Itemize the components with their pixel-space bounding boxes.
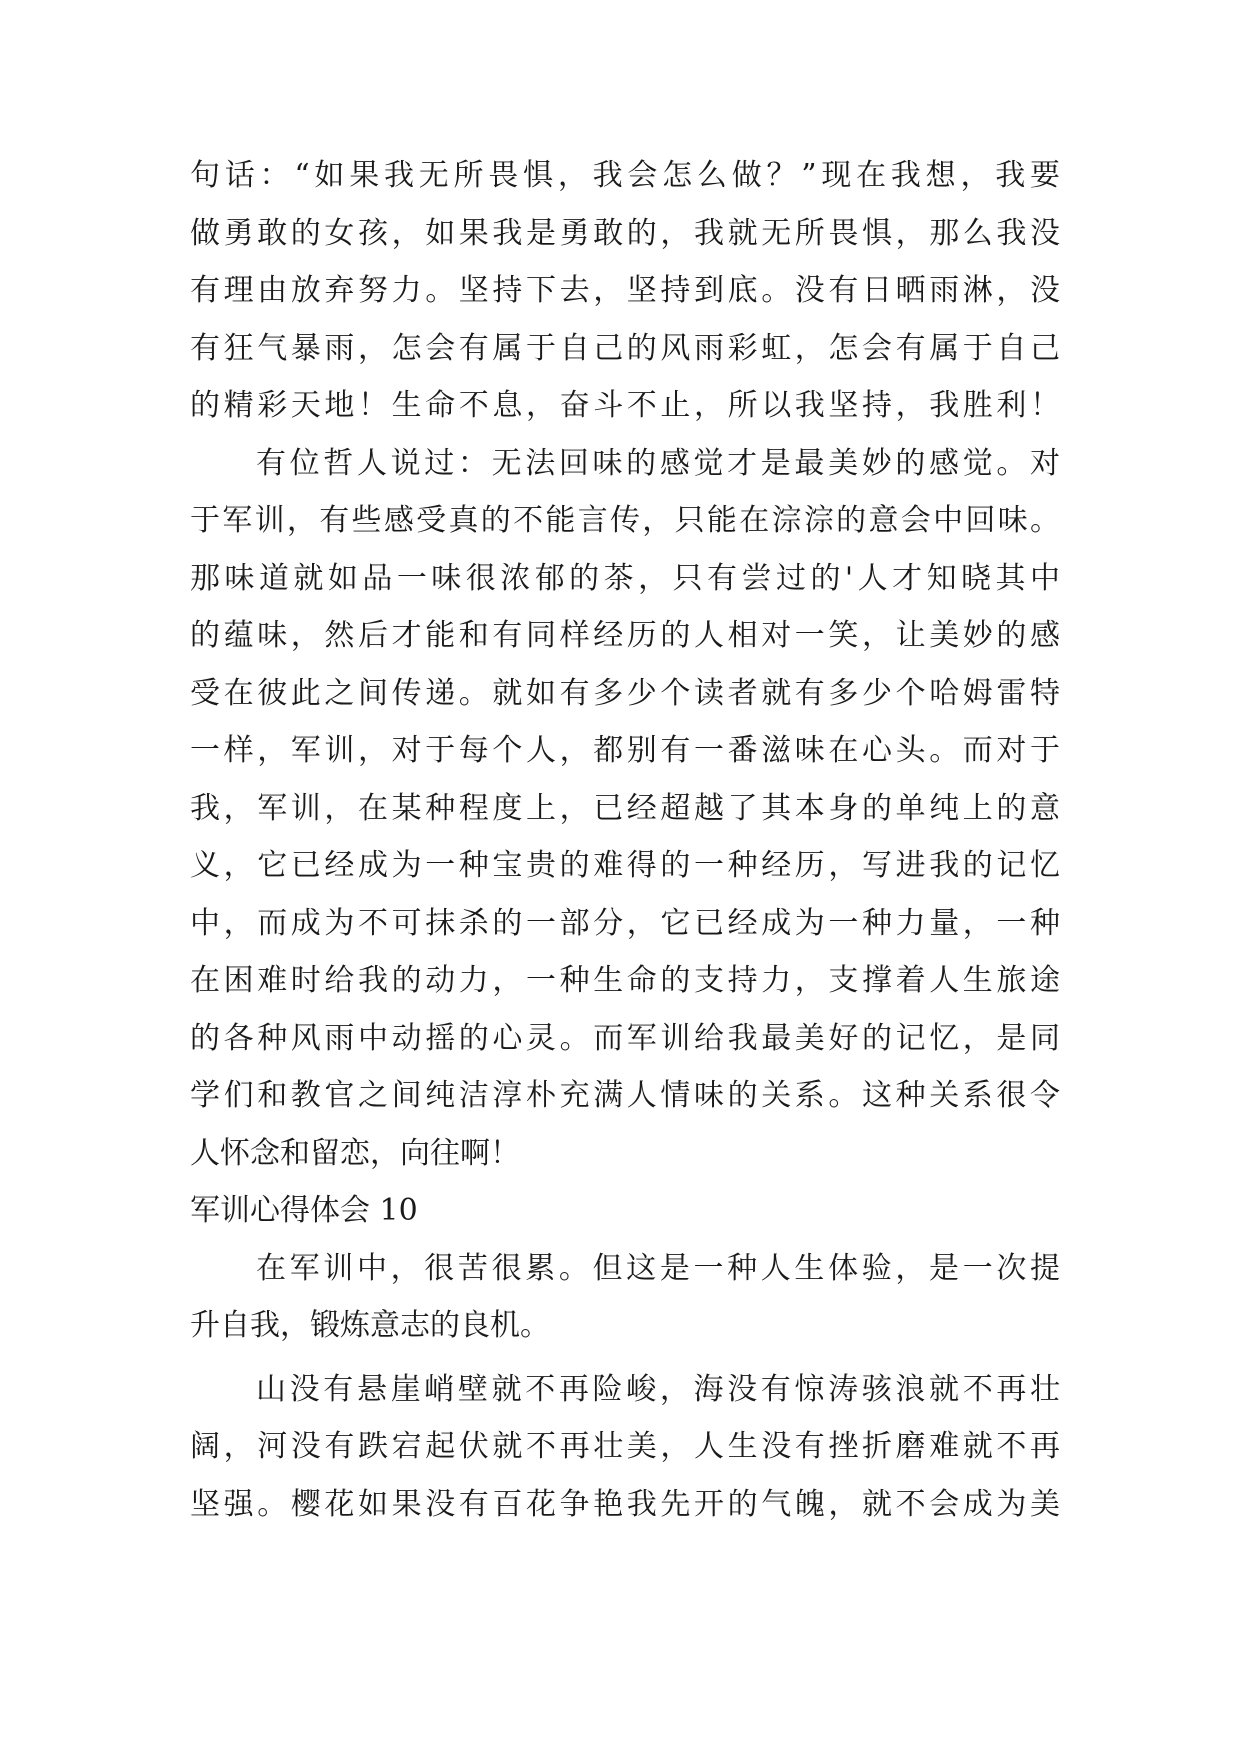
text-line: 句话：“如果我无所畏惧，我会怎么做？”现在我想，我要 [190, 158, 1060, 193]
text-line: 有狂气暴雨，怎会有属于自己的风雨彩虹，怎会有属于自己 [190, 330, 1060, 366]
text-line: 做勇敢的女孩，如果我是勇敢的，我就无所畏惧，那么我没 [190, 215, 1060, 251]
text-line: 阔，河没有跌宕起伏就不再壮美，人生没有挫折磨难就不再 [190, 1429, 1060, 1464]
text-line: 山没有悬崖峭壁就不再险峻，海没有惊涛骇浪就不再壮 [256, 1371, 1060, 1407]
section-heading: 军训心得体会 10 [190, 1193, 418, 1228]
text-line: 义，它已经成为一种宝贵的难得的一种经历，写进我的记忆 [190, 848, 1060, 883]
paragraph [190, 435, 1060, 1183]
paragraph [190, 1240, 1060, 1355]
text-line: 中，而成为不可抹杀的一部分，它已经成为一种力量，一种 [190, 905, 1060, 941]
document-body [190, 147, 1060, 1533]
text-line: 的各种风雨中动摇的心灵。而军训给我最美好的记忆，是同 [190, 1020, 1060, 1056]
paragraph [190, 1361, 1060, 1534]
text-line: 在军训中，很苦很累。但这是一种人生体验，是一次提 [256, 1250, 1060, 1286]
text-line: 的精彩天地！生命不息，奋斗不止，所以我坚持，我胜利！ [190, 388, 1060, 423]
text-line: 人怀念和留恋，向往啊！ [190, 1135, 520, 1171]
text-line: 于军训，有些感受真的不能言传，只能在淙淙的意会中回味。 [190, 503, 1060, 538]
paragraph [190, 147, 1060, 435]
text-line: 那味道就如品一味很浓郁的茶，只有尝过的'人才知晓其中 [190, 560, 1060, 596]
text-line: 的蕴味，然后才能和有同样经历的人相对一笑，让美妙的感 [190, 618, 1060, 653]
text-line: 在困难时给我的动力，一种生命的支持力，支撑着人生旅途 [190, 963, 1060, 998]
text-line: 升自我，锻炼意志的良机。 [190, 1308, 550, 1343]
text-line: 一样，军训，对于每个人，都别有一番滋味在心头。而对于 [190, 733, 1060, 768]
text-line: 有理由放弃努力。坚持下去，坚持到底。没有日晒雨淋，没 [190, 273, 1060, 308]
text-line: 我，军训，在某种程度上，已经超越了其本身的单纯上的意 [190, 790, 1060, 826]
text-line: 有位哲人说过：无法回味的感觉才是最美妙的感觉。对 [256, 445, 1060, 481]
text-line: 坚强。樱花如果没有百花争艳我先开的气魄，就不会成为美 [190, 1486, 1060, 1522]
text-line: 受在彼此之间传递。就如有多少个读者就有多少个哈姆雷特 [190, 675, 1060, 711]
text-line: 学们和教官之间纯洁淳朴充满人情味的关系。这种关系很令 [190, 1078, 1060, 1113]
